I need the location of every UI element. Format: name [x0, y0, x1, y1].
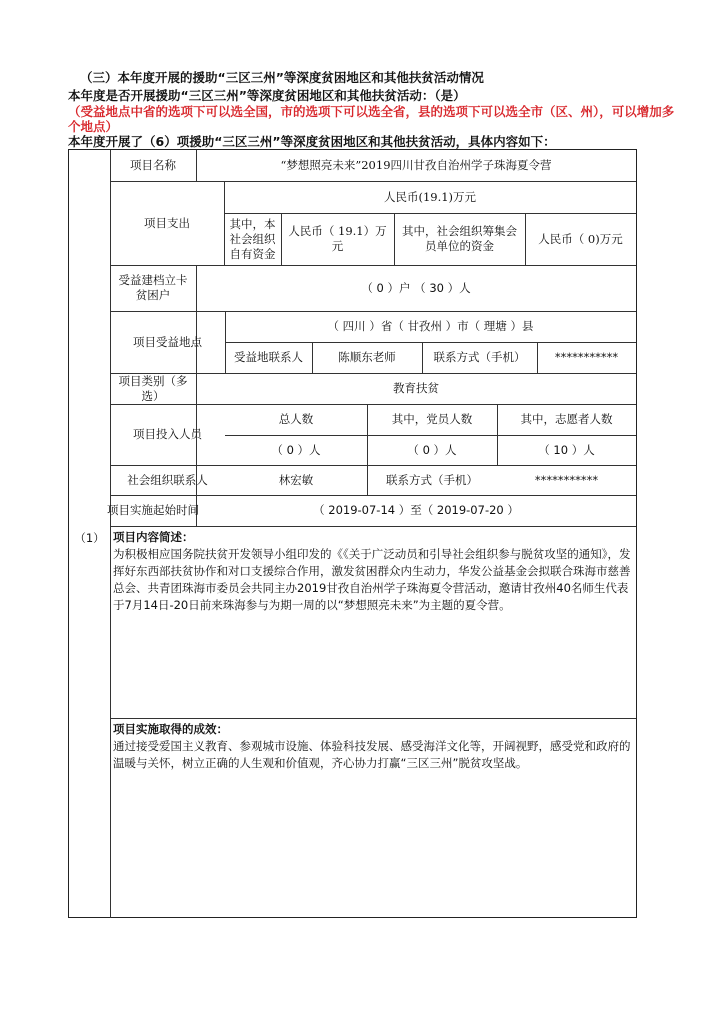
org-contact-name: 林宏敏 [278, 472, 314, 487]
staff-volunteer-value: （ 10 ）人 [538, 442, 595, 457]
beneficiary-value: （ 0 ）户 （ 30 ）人 [361, 280, 471, 295]
staff-total-value: （ 0 ）人 [271, 442, 321, 457]
project-description [113, 529, 631, 614]
location-value: （ 四川 ）省（ 甘孜州 ）市（ 理塘 ）县 [327, 319, 534, 333]
org-contact-label: 社会组织联系人 [127, 472, 208, 487]
staff-total-label: 总人数 [278, 412, 314, 426]
expense-total: 人民币(19.1)万元 [383, 189, 477, 204]
raised-funds-value: 人民币（ 0)万元 [538, 231, 623, 246]
category-value: 教育扶贫 [393, 381, 439, 395]
location-contact-method-label: 联系方式（手机） [433, 350, 526, 364]
location-label: 项目受益地点 [133, 334, 202, 349]
org-contact-phone: *********** [534, 472, 599, 487]
description-text: 为积极相应国务院扶贫开发领导小组印发的《《关于广泛动员和引导社会组织参与脱贫攻坚的通知》，发挥好东西部扶贫协作和对口支援综合作用，激发贫困群众内生动力，华发公益基金会拟联合珠海市慈善总会、共青团珠海市委员会共同主办2019甘孜自治州学子珠海夏令营活动，邀请甘孜州40名师生代表于7月14日-20日前来珠海参与为期一周的以“梦想照亮未来”为主题的夏令营。 [113, 547, 631, 612]
description-title: 项目内容简述： [113, 530, 194, 544]
selection-note: （受益地点中省的选项下可以选全国，市的选项下可以选全省，县的选项下可以选全市（区、州），可以增加多个地点） [68, 104, 675, 134]
results-text: 通过接受爱国主义教育、参观城市设施、体验科技发展、感受海洋文化等，开阔视野，感受党和政府的温暖与关怀，树立正确的人生观和价值观，齐心协力打赢“三区三州”脱贫攻坚战。 [113, 739, 631, 770]
beneficiary-label: 受益建档立卡贫困户 [118, 273, 188, 302]
staff-party-label: 其中，党员人数 [391, 412, 473, 426]
activity-summary: 本年度开展了（6）项援助“三区三州”等深度贫困地区和其他扶贫活动，具体内容如下： [68, 134, 556, 149]
staff-volunteer-label: 其中，志愿者人数 [520, 412, 613, 426]
category-label: 项目类别（多选） [118, 373, 188, 403]
activity-question: 本年度是否开展援助“三区三州”等深度贫困地区和其他扶贫活动：（是） [68, 88, 466, 103]
project-name-label: 项目名称 [130, 158, 176, 172]
project-results [113, 721, 631, 772]
location-contact-phone: *********** [554, 350, 619, 364]
poverty-activity-table [68, 149, 637, 918]
raised-funds-label: 其中，社会组织筹集会员单位的资金 [402, 224, 517, 253]
period-value: （ 2019-07-14 ）至（ 2019-07-20 ） [313, 503, 519, 517]
expense-label: 项目支出 [144, 215, 190, 230]
org-contact-method-label: 联系方式（手机） [386, 472, 478, 487]
results-title: 项目实施取得的成效： [113, 722, 228, 736]
own-funds-value: 人民币（ 19.1）万元 [288, 224, 387, 253]
own-funds-label: 其中，本社会组织自有资金 [229, 216, 276, 261]
period-label: 项目实施起始时间 [107, 503, 199, 517]
staff-label: 项目投入人员 [133, 427, 202, 441]
staff-party-value: （ 0 ）人 [407, 442, 457, 457]
row-index: （1） [74, 530, 105, 545]
location-contact-label: 受益地联系人 [234, 350, 303, 364]
section-title: （三）本年度开展的援助“三区三州”等深度贫困地区和其他扶贫活动情况 [80, 70, 484, 85]
location-contact-name: 陈顺东老师 [338, 350, 396, 364]
project-name-value: “梦想照亮未来”2019四川甘孜自治州学子珠海夏令营 [280, 158, 552, 172]
